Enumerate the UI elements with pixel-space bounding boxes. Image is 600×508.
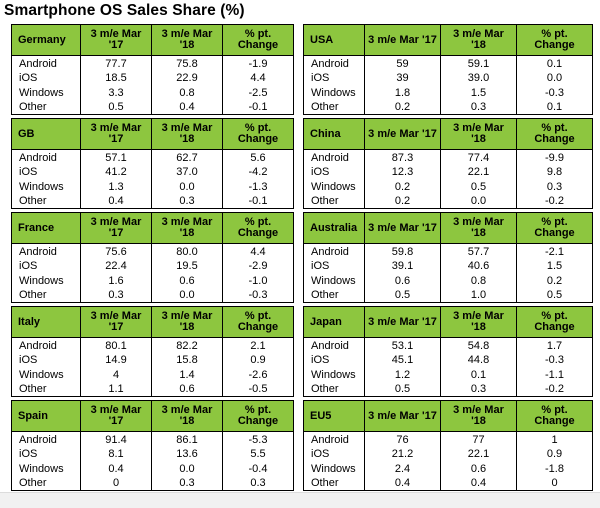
value-2017: 91.4 [81,432,152,448]
os-label: iOS [304,353,365,368]
os-label: Other [304,100,365,115]
left-column [11,24,292,494]
value-2017: 41.2 [81,165,152,180]
change-header: % pt. Change [517,401,593,432]
country-name: France [12,213,81,244]
value-change: 5.6 [223,150,294,166]
value-change: -0.5 [223,382,294,397]
value-change: -1.9 [223,56,294,72]
country-table [303,118,593,209]
os-label: Windows [304,462,365,477]
value-2018: 86.1 [152,432,223,448]
table-row [304,100,593,115]
period-2017-header: 3 m/e Mar '17 [365,213,441,244]
value-change: -0.2 [517,194,593,209]
table-row [12,56,294,72]
value-2017: 1.6 [81,274,152,289]
value-2018: 0.3 [152,194,223,209]
table-row [12,462,294,477]
os-label: Android [12,56,81,72]
value-2018: 0.8 [441,274,517,289]
table-row [304,476,593,491]
value-2017: 21.2 [365,447,441,462]
value-2018: 57.7 [441,244,517,260]
value-2017: 80.1 [81,338,152,354]
value-2018: 0.3 [441,382,517,397]
period-2017-header: 3 m/e Mar '17 [81,401,152,432]
value-2018: 0.6 [441,462,517,477]
value-2017: 59.8 [365,244,441,260]
value-change: -0.1 [223,194,294,209]
value-change: -2.5 [223,86,294,101]
value-2017: 57.1 [81,150,152,166]
change-header: % pt. Change [223,119,294,150]
value-2018: 0.0 [152,288,223,303]
value-change: 0.9 [517,447,593,462]
value-2017: 0.2 [365,100,441,115]
value-change: 1.7 [517,338,593,354]
country-table [11,306,294,397]
value-2017: 1.1 [81,382,152,397]
table-row [304,71,593,86]
period-2018-header: 3 m/e Mar '18 [152,119,223,150]
value-2018: 40.6 [441,259,517,274]
period-2018-header: 3 m/e Mar '18 [152,213,223,244]
period-2017-header: 3 m/e Mar '17 [81,213,152,244]
table-row [12,244,294,260]
table-row [304,447,593,462]
table-row [12,180,294,195]
table-row [12,382,294,397]
country-table [11,118,294,209]
value-2018: 0.4 [441,476,517,491]
os-label: Other [304,288,365,303]
table-row [304,338,593,354]
value-2018: 77 [441,432,517,448]
value-2017: 18.5 [81,71,152,86]
table-row [304,353,593,368]
value-2018: 0.4 [152,100,223,115]
value-2018: 19.5 [152,259,223,274]
table-row [304,165,593,180]
change-header: % pt. Change [517,213,593,244]
value-2017: 59 [365,56,441,72]
value-change: 0.3 [223,476,294,491]
value-2018: 0.6 [152,382,223,397]
table-row [304,462,593,477]
period-2018-header: 3 m/e Mar '18 [441,25,517,56]
os-label: Android [12,244,81,260]
os-label: iOS [12,71,81,86]
table-row [12,150,294,166]
value-2018: 0.0 [152,462,223,477]
os-label: Other [304,382,365,397]
period-2017-header: 3 m/e Mar '17 [365,119,441,150]
country-name: Spain [12,401,81,432]
country-table [303,400,593,491]
os-label: iOS [12,165,81,180]
value-2017: 0.2 [365,194,441,209]
period-2017-header: 3 m/e Mar '17 [365,307,441,338]
value-change: -1.8 [517,462,593,477]
country-table [303,24,593,115]
value-2017: 0.4 [365,476,441,491]
table-row [12,274,294,289]
value-2017: 4 [81,368,152,383]
table-row [12,476,294,491]
country-name: Germany [12,25,81,56]
table-row [12,288,294,303]
os-label: Other [12,382,81,397]
os-label: Android [304,150,365,166]
value-2017: 45.1 [365,353,441,368]
value-2017: 39 [365,71,441,86]
value-2017: 0.5 [365,288,441,303]
change-header: % pt. Change [223,401,294,432]
value-2017: 0.5 [81,100,152,115]
value-2018: 1.5 [441,86,517,101]
os-label: iOS [12,447,81,462]
right-column [303,24,592,494]
period-2018-header: 3 m/e Mar '18 [441,119,517,150]
country-table [11,400,294,491]
value-change: 0 [517,476,593,491]
period-2017-header: 3 m/e Mar '17 [81,119,152,150]
os-label: iOS [304,71,365,86]
country-name: GB [12,119,81,150]
value-2018: 44.8 [441,353,517,368]
value-2018: 54.8 [441,338,517,354]
value-change: 9.8 [517,165,593,180]
value-change: -2.1 [517,244,593,260]
value-2018: 39.0 [441,71,517,86]
country-name: Japan [304,307,365,338]
os-label: Other [12,100,81,115]
value-2017: 3.3 [81,86,152,101]
os-label: Windows [304,86,365,101]
value-2017: 0.4 [81,194,152,209]
value-2017: 77.7 [81,56,152,72]
value-2018: 62.7 [152,150,223,166]
os-label: Android [304,338,365,354]
change-header: % pt. Change [517,307,593,338]
country-name: Australia [304,213,365,244]
table-row [12,194,294,209]
table-row [12,368,294,383]
value-2018: 1.4 [152,368,223,383]
value-2018: 0.5 [441,180,517,195]
value-change: -0.3 [517,86,593,101]
value-change: 4.4 [223,244,294,260]
table-row [12,165,294,180]
table-row [304,86,593,101]
page-title: Smartphone OS Sales Share (%) [4,2,245,19]
value-change: -0.4 [223,462,294,477]
table-row [304,274,593,289]
value-2017: 2.4 [365,462,441,477]
value-change: 0.2 [517,274,593,289]
value-2018: 0.1 [441,368,517,383]
value-2018: 0.3 [152,476,223,491]
value-2017: 87.3 [365,150,441,166]
value-2018: 80.0 [152,244,223,260]
table-row [304,150,593,166]
value-change: -1.0 [223,274,294,289]
value-2017: 53.1 [365,338,441,354]
value-2018: 22.1 [441,447,517,462]
value-2017: 14.9 [81,353,152,368]
value-2017: 39.1 [365,259,441,274]
period-2018-header: 3 m/e Mar '18 [152,25,223,56]
value-2018: 0.0 [152,180,223,195]
value-change: -9.9 [517,150,593,166]
os-label: Windows [304,368,365,383]
value-2017: 0.3 [81,288,152,303]
value-2018: 37.0 [152,165,223,180]
value-2017: 1.8 [365,86,441,101]
country-name: EU5 [304,401,365,432]
value-change: 0.1 [517,56,593,72]
value-2017: 0.2 [365,180,441,195]
country-name: Italy [12,307,81,338]
table-row [12,71,294,86]
os-label: Android [304,432,365,448]
change-header: % pt. Change [517,119,593,150]
value-change: -5.3 [223,432,294,448]
os-label: Other [12,194,81,209]
country-table [303,306,593,397]
table-row [304,244,593,260]
country-table [11,212,294,303]
os-label: Android [304,56,365,72]
country-name: USA [304,25,365,56]
value-change: -0.3 [223,288,294,303]
country-table [303,212,593,303]
period-2018-header: 3 m/e Mar '18 [152,307,223,338]
os-label: Windows [12,180,81,195]
table-row [304,259,593,274]
os-label: Windows [304,274,365,289]
os-label: Other [304,194,365,209]
value-2017: 0.4 [81,462,152,477]
table-row [12,447,294,462]
value-change: 0.0 [517,71,593,86]
os-label: Android [304,244,365,260]
value-2018: 15.8 [152,353,223,368]
value-change: 2.1 [223,338,294,354]
value-2018: 22.1 [441,165,517,180]
os-label: Windows [12,462,81,477]
value-change: 0.5 [517,288,593,303]
value-2018: 59.1 [441,56,517,72]
value-change: 0.1 [517,100,593,115]
os-label: Android [12,432,81,448]
table-row [12,353,294,368]
period-2017-header: 3 m/e Mar '17 [365,401,441,432]
value-2017: 0 [81,476,152,491]
period-2018-header: 3 m/e Mar '18 [441,213,517,244]
value-2018: 77.4 [441,150,517,166]
table-row [304,382,593,397]
value-2018: 0.6 [152,274,223,289]
period-2017-header: 3 m/e Mar '17 [81,307,152,338]
value-change: -0.1 [223,100,294,115]
os-label: iOS [304,259,365,274]
country-name: China [304,119,365,150]
value-2018: 75.8 [152,56,223,72]
os-label: Windows [12,274,81,289]
os-label: iOS [12,353,81,368]
table-row [304,180,593,195]
value-2018: 0.3 [441,100,517,115]
os-label: iOS [304,165,365,180]
table-row [304,288,593,303]
os-label: Other [12,476,81,491]
os-label: Windows [304,180,365,195]
value-2018: 0.0 [441,194,517,209]
period-2017-header: 3 m/e Mar '17 [365,25,441,56]
value-change: -2.9 [223,259,294,274]
value-2017: 0.6 [365,274,441,289]
period-2017-header: 3 m/e Mar '17 [81,25,152,56]
change-header: % pt. Change [517,25,593,56]
country-table [11,24,294,115]
footer-bar [0,492,600,508]
value-change: 4.4 [223,71,294,86]
value-change: -1.1 [517,368,593,383]
value-2017: 8.1 [81,447,152,462]
table-row [304,432,593,448]
table-row [304,56,593,72]
os-label: iOS [12,259,81,274]
value-change: -4.2 [223,165,294,180]
value-change: -1.3 [223,180,294,195]
period-2018-header: 3 m/e Mar '18 [152,401,223,432]
value-2018: 0.8 [152,86,223,101]
table-row [304,368,593,383]
change-header: % pt. Change [223,307,294,338]
value-2018: 82.2 [152,338,223,354]
value-2017: 75.6 [81,244,152,260]
table-row [12,86,294,101]
os-label: Other [304,476,365,491]
value-2017: 12.3 [365,165,441,180]
table-row [12,432,294,448]
os-label: Windows [12,86,81,101]
value-change: 1 [517,432,593,448]
os-label: Windows [12,368,81,383]
value-2017: 76 [365,432,441,448]
os-label: Android [12,338,81,354]
change-header: % pt. Change [223,25,294,56]
value-change: 5.5 [223,447,294,462]
os-label: Android [12,150,81,166]
os-label: iOS [304,447,365,462]
table-row [12,338,294,354]
value-2018: 13.6 [152,447,223,462]
period-2018-header: 3 m/e Mar '18 [441,401,517,432]
value-change: 1.5 [517,259,593,274]
table-row [304,194,593,209]
table-row [12,100,294,115]
value-2018: 1.0 [441,288,517,303]
value-change: 0.3 [517,180,593,195]
table-row [12,259,294,274]
period-2018-header: 3 m/e Mar '18 [441,307,517,338]
value-2017: 22.4 [81,259,152,274]
value-change: -0.2 [517,382,593,397]
change-header: % pt. Change [223,213,294,244]
os-label: Other [12,288,81,303]
value-2018: 22.9 [152,71,223,86]
value-2017: 0.5 [365,382,441,397]
value-change: 0.9 [223,353,294,368]
value-2017: 1.3 [81,180,152,195]
value-change: -2.6 [223,368,294,383]
value-2017: 1.2 [365,368,441,383]
value-change: -0.3 [517,353,593,368]
